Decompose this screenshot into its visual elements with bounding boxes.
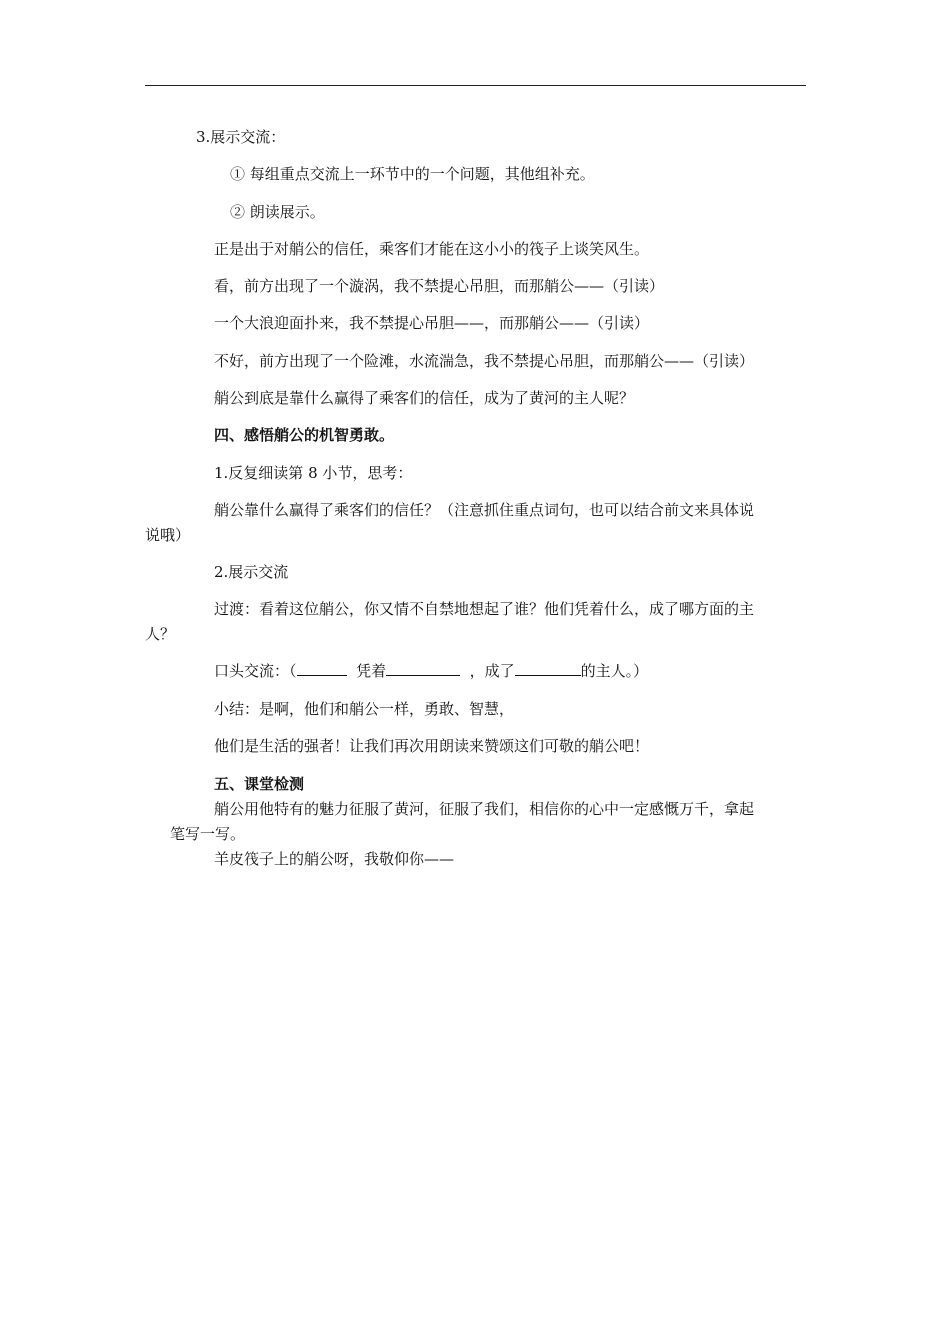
text-line: 人？ <box>145 625 176 643</box>
oral-exchange-line <box>214 661 648 681</box>
text-line: 看，前方出现了一个漩涡，我不禁提心吊胆，而那艄公——（引读） <box>214 277 665 295</box>
text-line: 艄公靠什么赢得了乘客们的信任？（注意抓住重点词句，也可以结合前文来具体说 <box>214 501 755 519</box>
fill-blank[interactable] <box>386 661 460 676</box>
text-line: 他们是生活的强者！让我们再次用朗读来赞颂这们可敬的艄公吧！ <box>214 737 650 755</box>
section-heading: 五、课堂检测 <box>214 775 305 793</box>
text-line: 小结：是啊，他们和艄公一样，勇敢、智慧， <box>214 700 515 718</box>
text-line: ① 每组重点交流上一环节中的一个问题，其他组补充。 <box>230 165 595 183</box>
text-line: 过渡：看着这位艄公，你又情不自禁地想起了谁？他们凭着什么，成了哪方面的主 <box>214 600 755 618</box>
oral-prefix: 口头交流：（ <box>214 662 297 680</box>
text-line: 3.展示交流： <box>196 128 286 146</box>
text-line: 艄公到底是靠什么赢得了乘客们的信任，成为了黄河的主人呢？ <box>214 389 635 407</box>
text-line: 艄公用他特有的魅力征服了黄河，征服了我们，相信你的心中一定感慨万千，拿起 <box>214 800 755 818</box>
text-line: 笔写一写。 <box>170 825 246 843</box>
section-heading: 四、感悟艄公的机智勇敢。 <box>214 426 395 444</box>
text-line: ② 朗读展示。 <box>230 203 325 221</box>
text-line: 2.展示交流 <box>214 563 289 581</box>
text-line: 正是出于对艄公的信任，乘客们才能在这小小的筏子上谈笑风生。 <box>214 240 650 258</box>
oral-mid2: ，成了 <box>469 662 515 680</box>
text-line: 1.反复细读第 8 小节，思考： <box>214 464 413 482</box>
fill-blank[interactable] <box>297 661 347 676</box>
fill-blank[interactable] <box>515 661 581 676</box>
text-line: 说哦） <box>145 526 191 544</box>
text-line: 羊皮筏子上的艄公呀，我敬仰你—— <box>214 850 455 868</box>
text-line: 不好，前方出现了一个险滩，水流湍急，我不禁提心吊胆，而那艄公——（引读） <box>214 352 755 370</box>
oral-suffix: 的主人。） <box>580 662 649 680</box>
oral-mid1: 凭着 <box>356 662 387 680</box>
text-line: 一个大浪迎面扑来，我不禁提心吊胆——，而那艄公——（引读） <box>214 314 650 332</box>
header-rule <box>145 85 806 86</box>
